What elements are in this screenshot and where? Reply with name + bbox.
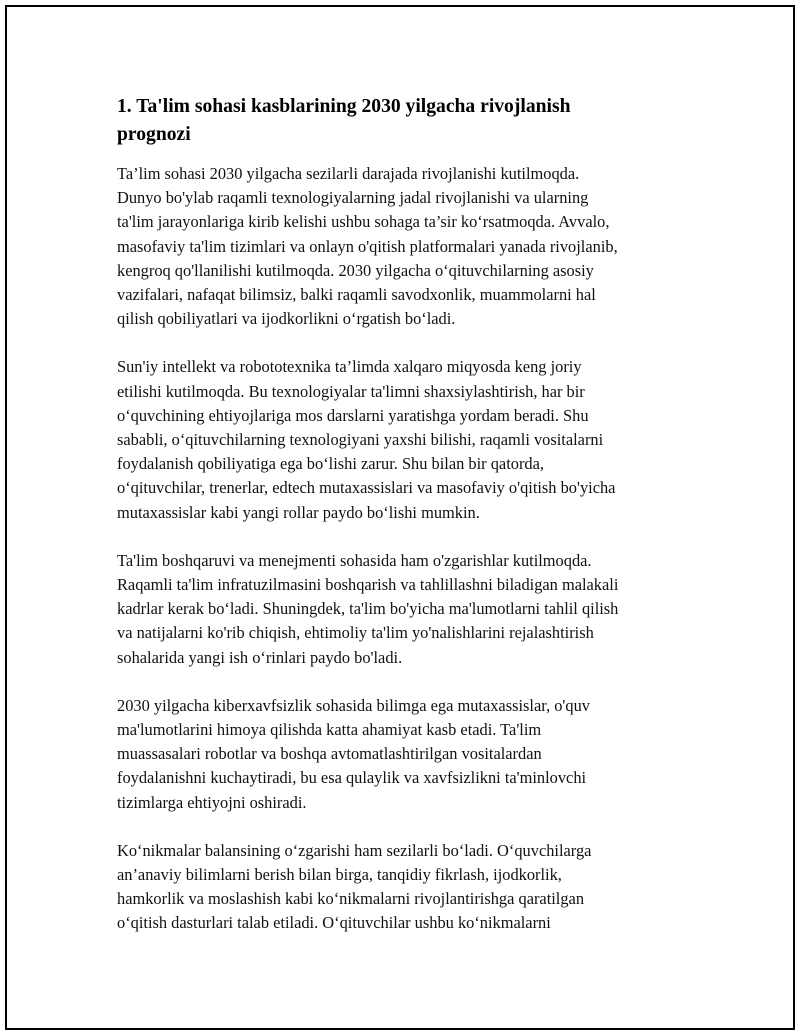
- paragraph-ai-robotics: Sun'iy intellekt va robototexnika ta’limda xalqaro miqyosda keng joriy etilishi kutilmoqda. Bu texnologiyalar ta'limni shaxsiylashtirish, har bir o‘quvchining ehtiyojlariga mos darslarni yaratishga yordam beradi. Shu sababli, o‘qituvchilarning texnologiyani yaxshi bilishi, raqamli vositalarni foydalanish qobiliyatiga ega bo‘lishi zarur. Shu bilan bir qatorda, o‘qituvchilar, trenerlar, edtech mutaxassislari va masofaviy o'qitish bo'yicha mutaxassislar kabi yangi rollar paydo bo‘lishi mumkin.: [117, 357, 616, 522]
- paragraph-skills-balance: Ko‘nikmalar balansining o‘zgarishi ham sezilarli bo‘ladi. O‘quvchilarga an’anaviy bilimlarni berish bilan birga, tanqidiy fikrlash, ijodkorlik, hamkorlik va moslashish kabi ko‘nikmalarni rivojlantirishga qaratilgan o‘qitish dasturlari talab etiladi. O‘qituvchilar ushbu ko‘nikmalarni: [117, 840, 592, 933]
- paragraph-education-forecast: Ta’lim sohasi 2030 yilgacha sezilarli darajada rivojlanishi kutilmoqda. Dunyo bo'ylab raqamli texnologiyalarning jadal rivojlanishi va ularning ta'lim jarayonlariga kirib kelishi ushbu sohaga ta’sir ko‘rsatmoqda. Avvalo, masofaviy ta'lim tizimlari va onlayn o'qitish platformalari yanada rivojlanib, kengroq qo'llanilishi kutilmoqda. 2030 yilgacha o‘qituvchilarning asosiy vazifalari, nafaqat bilimsiz, balki raqamli savodxonlik, muammolarni hal qilish qobiliyatlari va ijodkorlikni o‘rgatish bo‘ladi.: [117, 164, 618, 329]
- paragraph-management: Ta'lim boshqaruvi va menejmenti sohasida ham o'zgarishlar kutilmoqda. Raqamli ta'lim infratuzilmasini boshqarish va tahlillashni biladigan malakali kadrlar kerak bo‘ladi. Shuningdek, ta'lim bo'yicha ma'lumotlarni tahlil qilish va natijalarni ko'rib chiqish, ehtimoliy ta'lim yo'nalishlarini rejalashtirish sohalarida yangi ish o‘rinlari paydo bo'ladi.: [117, 550, 619, 667]
- section-heading: 1. Ta'lim sohasi kasblarining 2030 yilgacha rivojlanish prognozi: [117, 96, 571, 145]
- document-body: [117, 93, 697, 960]
- paragraph-cybersecurity: 2030 yilgacha kiberxavfsizlik sohasida bilimga ega mutaxassislar, o'quv ma'lumotlarini himoya qilishda katta ahamiyat kasb etadi. Ta'lim muassasalari robotlar va boshqa avtomatlashtirilgan vositalardan foydalanishni kuchaytiradi, bu esa qulaylik va xavfsizlikni ta'minlovchi tizimlarga ehtiyojni oshiradi.: [117, 695, 590, 812]
